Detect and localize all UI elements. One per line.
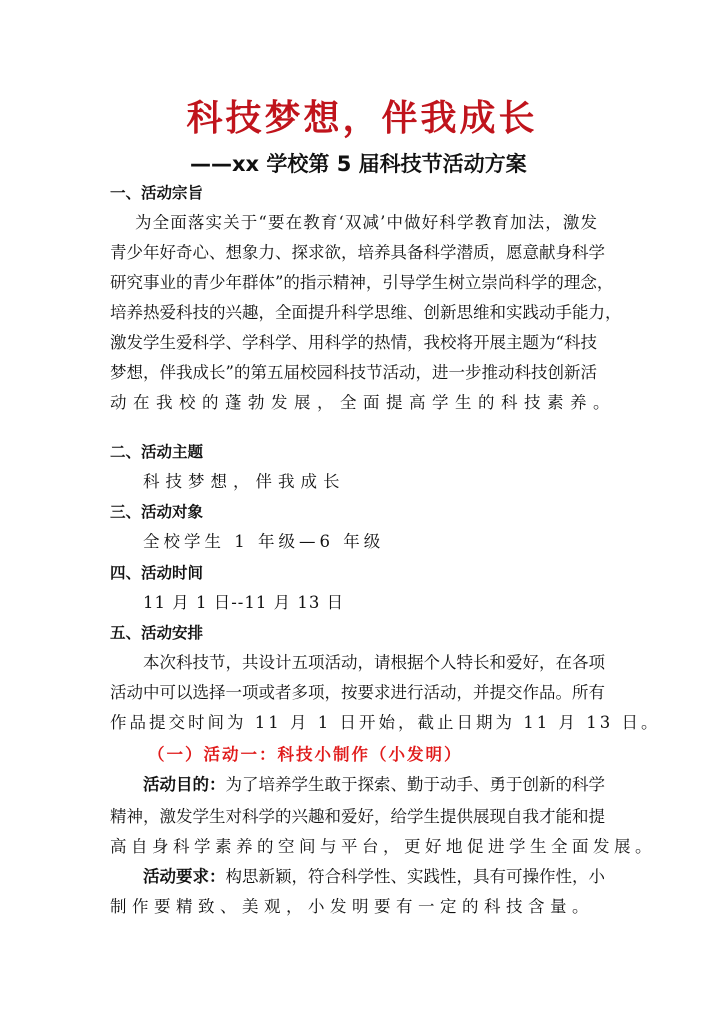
paragraph-line: 梦想，伴我成长”的第五届校园科技节活动，进一步推动科技创新活	[110, 363, 597, 382]
document-subtitle: ——xx 学校第 5 届科技节活动方案	[190, 152, 527, 176]
section-text: 11 月 1 日--11 月 13 日	[143, 593, 345, 612]
paragraph-line: 高自身科学素养的空间与平台，更好地促进学生全面发展。	[110, 837, 656, 856]
requirement-label: 活动要求：	[143, 867, 226, 886]
paragraph-line: 精神，激发学生对科学的兴趣和爱好，给学生提供展现自我才能和提	[110, 807, 605, 826]
paragraph-line: 动在我校的蓬勃发展，全面提高学生的科技素养。	[110, 393, 616, 412]
section-heading: 三、活动对象	[110, 503, 204, 521]
requirement-line	[143, 866, 605, 888]
activity-heading: （一）活动一：科技小制作（小发明）	[148, 745, 463, 764]
purpose-line	[143, 774, 605, 796]
section-heading: 二、活动主题	[110, 443, 204, 461]
section-heading: 一、活动宗旨	[110, 184, 204, 202]
paragraph-line: 为全面落实关于“要在教育‘双减’中做好科学教育加法，激发	[135, 213, 597, 232]
paragraph-line: 构思新颖，符合科学性、实践性，具有可操作性，小	[225, 867, 605, 886]
paragraph-line: 激发学生爱科学、学科学、用科学的热情，我校将开展主题为“科技	[110, 333, 597, 352]
paragraph-line: 研究事业的青少年群体”的指示精神，引导学生树立崇尚科学的理念，	[110, 273, 614, 292]
section-heading: 四、活动时间	[110, 564, 204, 582]
paragraph-line: 为了培养学生敢于探索、勤于动手、勇于创新的科学	[225, 775, 605, 794]
document-title: 科技梦想，伴我成长	[186, 97, 538, 139]
paragraph-line: 本次科技节，共设计五项活动，请根据个人特长和爱好，在各项	[143, 653, 605, 672]
paragraph-line: 活动中可以选择一项或者多项，按要求进行活动，并提交作品。所有	[110, 683, 605, 702]
paragraph-line: 制作要精致、美观，小发明要有一定的科技含量。	[110, 897, 594, 916]
paragraph-line: 培养热爱科技的兴趣，全面提升科学思维、创新思维和实践动手能力，	[110, 303, 622, 322]
section-text: 全校学生 1 年级—6 年级	[143, 532, 385, 551]
paragraph-line: 作品提交时间为 11 月 1 日开始，截止日期为 11 月 13 日。	[110, 713, 661, 732]
purpose-label: 活动目的：	[143, 775, 226, 794]
section-heading: 五、活动安排	[110, 624, 204, 642]
section-text: 科技梦想，伴我成长	[143, 472, 346, 491]
paragraph-line: 青少年好奇心、想象力、探求欲，培养具备科学潜质，愿意献身科学	[110, 243, 605, 262]
